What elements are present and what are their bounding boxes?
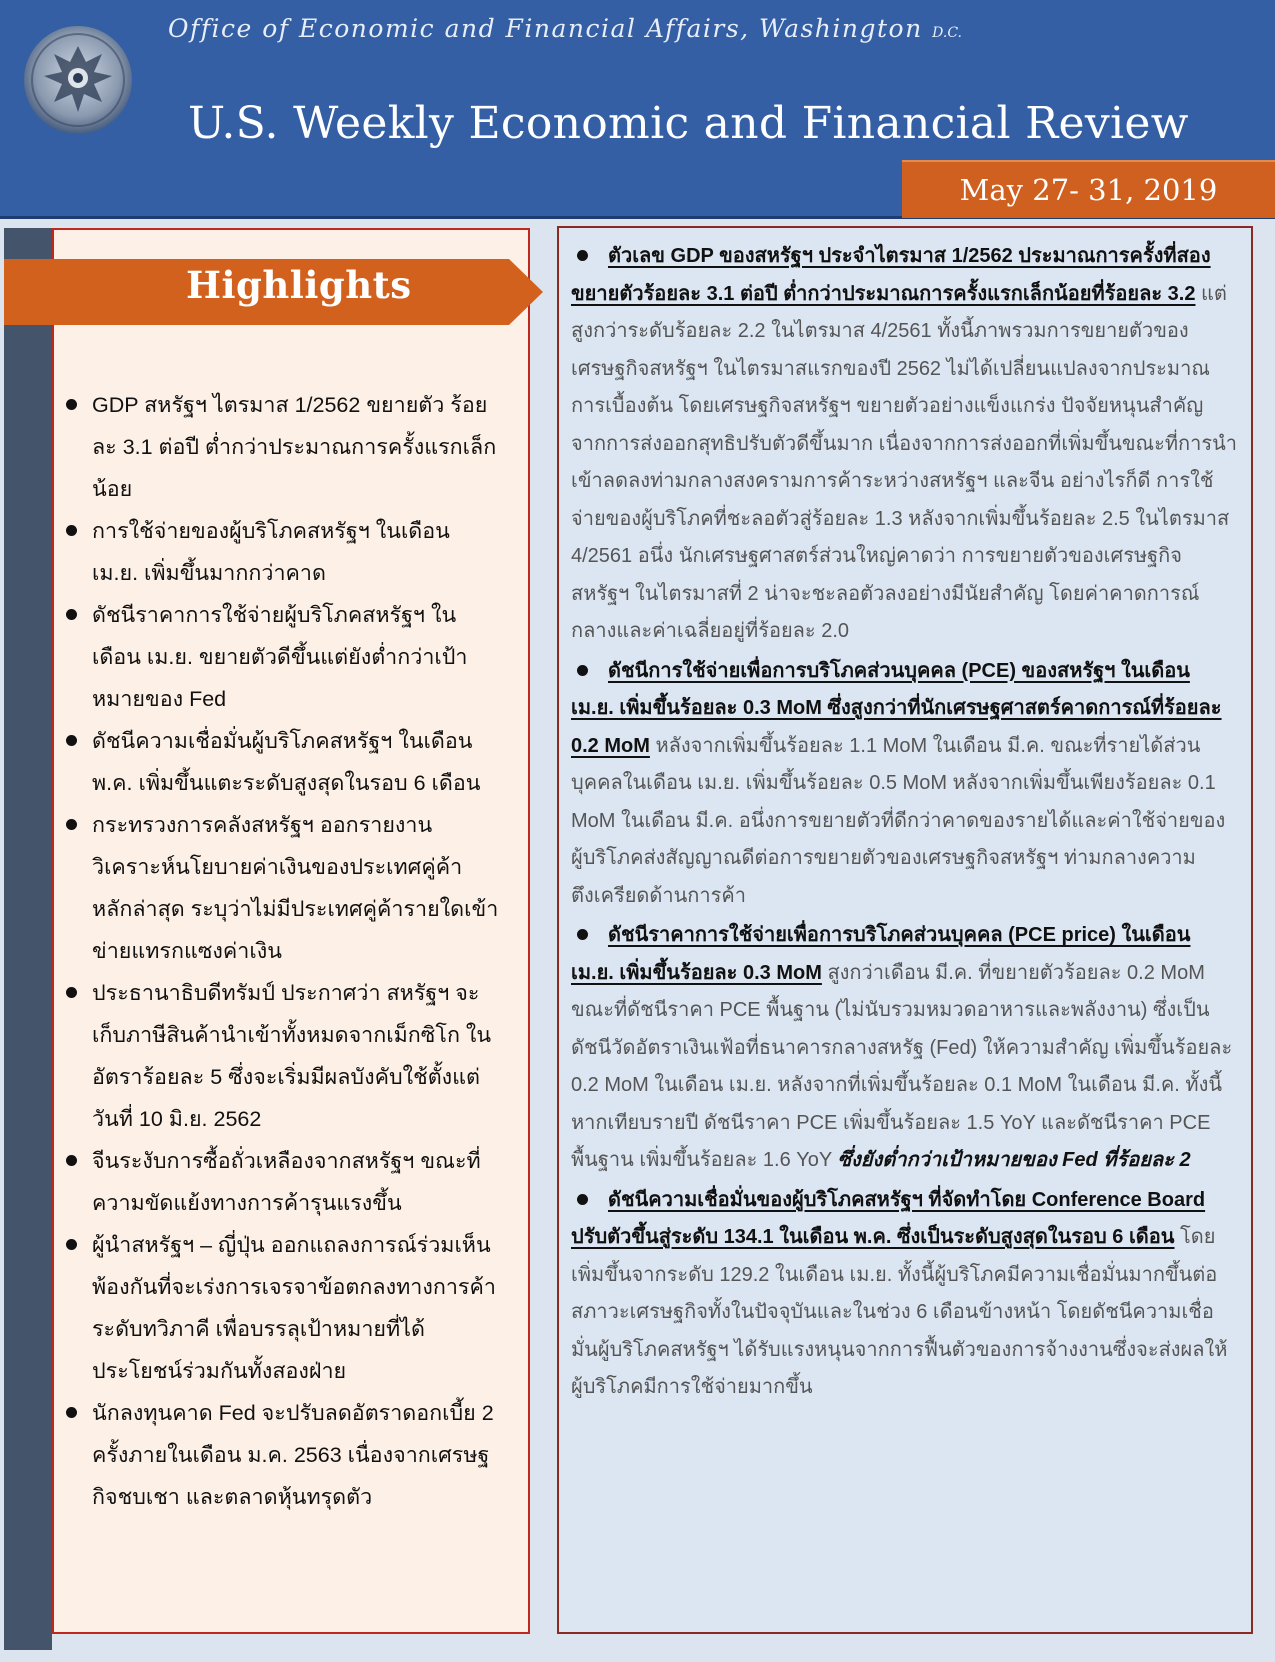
list-item: กระทรวงการคลังสหรัฐฯ ออกรายงานวิเคราะห์นโยบายค่าเงินของประเทศคู่ค้าหลักล่าสุด ระบุว่าไม่มีประเทศคู่ค้ารายใดเข้าข่ายแทรกแซงค่าเงิน	[60, 804, 500, 972]
detail-pce-price	[571, 917, 1237, 1180]
bullet-icon	[66, 1155, 77, 1166]
detail-body: โดยเพิ่มขึ้นจากระดับ 129.2 ในเดือน เม.ย. ทั้งนี้ผู้บริโภคมีความเชื่อมั่นมากขึ้นต่อสภาวะเศรษฐกิจทั้งในปัจจุบันและในช่วง 6 เดือนข้างหน้า โดยดัชนีความเชื่อมั่นผู้บริโภคสหรัฐฯ ได้รับแรงหนุนจากการฟื้นตัวของการจ้างงานซึ่งจะส่งผลให้ผู้บริโภคมีการใช้จ่ายมากขึ้น	[571, 1226, 1228, 1398]
garuda-seal-icon	[22, 24, 134, 136]
detail-lead: ดัชนีราคาการใช้จ่ายเพื่อการบริโภคส่วนบุคคล (PCE price) ในเดือน เม.ย. เพิ่มขึ้นร้อยละ 0.3 MoM	[571, 924, 1191, 984]
highlights-list	[60, 384, 500, 1518]
bullet-icon	[66, 609, 77, 620]
list-item: นักลงทุนคาด Fed จะปรับลดอัตราดอกเบี้ย 2 ครั้งภายในเดือน ม.ค. 2563 เนื่องจากเศรษฐกิจชบเชา และตลาดหุ้นทรุดตัว	[60, 1392, 500, 1518]
detail-emphasis: ซึ่งยังต่ำกว่าเป้าหมายของ Fed ที่ร้อยละ 2	[837, 1149, 1191, 1171]
list-item: ผู้นำสหรัฐฯ – ญี่ปุ่น ออกแถลงการณ์ร่วมเห็นพ้องกันที่จะเร่งการเจรจาข้อตกลงทางการค้าระดับทวิภาคี เพื่อบรรลุเป้าหมายที่ได้ประโยชน์ร่วมกันทั้งสองฝ่าย	[60, 1224, 500, 1392]
details-list	[559, 238, 1251, 1407]
bullet-icon	[577, 1194, 588, 1205]
list-item: GDP สหรัฐฯ ไตรมาส 1/2562 ขยายตัว ร้อยละ 3.1 ต่อปี ต่ำกว่าประมาณการครั้งแรกเล็กน้อย	[60, 384, 500, 510]
left-accent-stripe	[4, 228, 52, 1650]
bullet-icon	[66, 1407, 77, 1418]
office-suffix: D.C.	[932, 25, 962, 41]
list-item: ดัชนีความเชื่อมั่นผู้บริโภคสหรัฐฯ ในเดือน พ.ค. เพิ่มขึ้นแตะระดับสูงสุดในรอบ 6 เดือน	[60, 720, 500, 804]
header-banner	[0, 0, 1275, 219]
detail-lead: ดัชนีความเชื่อมั่นของผู้บริโภคสหรัฐฯ ที่จัดทำโดย Conference Board ปรับตัวขึ้นสู่ระดับ 134.1 ในเดือน พ.ค. ซึ่งเป็นระดับสูงสุดในรอบ 6 เดือน	[571, 1188, 1206, 1248]
detail-body: สูงกว่าเดือน มี.ค. ที่ขยายตัวร้อยละ 0.2 MoM ขณะที่ดัชนีราคา PCE พื้นฐาน (ไม่นับรวมหมวดอาหารและพลังงาน) ซึ่งเป็นดัชนีวัดอัตราเงินเฟ้อที่ธนาคารกลางสหรัฐ (Fed) ให้ความสำคัญ เพิ่มขึ้นร้อยละ 0.2 MoM ในเดือน เม.ย. หลังจากที่เพิ่มขึ้นร้อยละ 0.1 MoM ในเดือน มี.ค. ทั้งนี้หากเทียบรายปี ดัชนีราคา PCE เพิ่มขึ้นร้อยละ 1.5 YoY และดัชนีราคา PCE พื้นฐาน เพิ่มขึ้นร้อยละ 1.6 YoY	[571, 961, 1233, 1171]
bullet-icon	[66, 1239, 77, 1250]
list-item: จีนระงับการซื้อถั่วเหลืองจากสหรัฐฯ ขณะที่ความขัดแย้งทางการค้ารุนแรงขึ้น	[60, 1140, 500, 1224]
bullet-icon	[66, 735, 77, 746]
detail-consumer-confidence	[571, 1182, 1237, 1407]
detail-gdp	[571, 238, 1237, 651]
bullet-icon	[66, 525, 77, 536]
list-item: การใช้จ่ายของผู้บริโภคสหรัฐฯ ในเดือน เม.ย. เพิ่มขึ้นมากกว่าคาด	[60, 510, 500, 594]
bullet-icon	[66, 987, 77, 998]
detail-body: แต่สูงกว่าระดับร้อยละ 2.2 ในไตรมาส 4/2561 ทั้งนี้ภาพรวมการขยายตัวของเศรษฐกิจสหรัฐฯ ในไตรมาสแรกของปี 2562 ไม่ได้เปลี่ยนแปลงจากประมาณการเบื้องต้น โดยเศรษฐกิจสหรัฐฯ ขยายตัวอย่างแข็งแกร่ง ปัจจัยหนุนสำคัญจากการส่งออกสุทธิปรับตัวดีขึ้นมาก เนื่องจากการส่งออกที่เพิ่มขึ้นขณะที่การนำเข้าลดลงท่ามกลางสงครามการค้าระหว่างสหรัฐฯ และจีน อย่างไรก็ดี การใช้จ่ายของผู้บริโภคที่ชะลอตัวสู่ร้อยละ 1.3 หลังจากเพิ่มขึ้นร้อยละ 2.5 ในไตรมาส 4/2561 อนึ่ง นักเศรษฐศาสตร์ส่วนใหญ่คาดว่า การขยายตัวของเศรษฐกิจสหรัฐฯ ในไตรมาสที่ 2 น่าจะชะลอตัวลงอย่างมีนัยสำคัญ โดยค่าคาดการณ์กลางและค่าเฉลี่ยอยู่ที่ร้อยละ 2.0	[571, 282, 1238, 642]
page-title: U.S. Weekly Economic and Financial Review	[188, 98, 1189, 149]
detail-pce	[571, 653, 1237, 916]
bullet-icon	[577, 250, 588, 261]
detail-lead: ดัชนีการใช้จ่ายเพื่อการบริโภคส่วนบุคคล (PCE) ของสหรัฐฯ ในเดือน เม.ย. เพิ่มขึ้นร้อยละ 0.3 MoM ซึ่งสูงกว่าที่นักเศรษฐศาสตร์คาดการณ์ที่ร้อยละ 0.2 MoM	[571, 659, 1222, 757]
list-item: ดัชนีราคาการใช้จ่ายผู้บริโภคสหรัฐฯ ในเดือน เม.ย. ขยายตัวดีขึ้นแต่ยังต่ำกว่าเป้าหมายของ Fed	[60, 594, 500, 720]
bullet-icon	[66, 399, 77, 410]
bullet-icon	[577, 665, 588, 676]
list-item: ประธานาธิบดีทรัมป์ ประกาศว่า สหรัฐฯ จะเก็บภาษีสินค้านำเข้าทั้งหมดจากเม็กซิโก ในอัตราร้อยละ 5 ซึ่งจะเริ่มมีผลบังคับใช้ตั้งแต่วันที่ 10 มิ.ย. 2562	[60, 972, 500, 1140]
bullet-icon	[577, 929, 588, 940]
office-name: Office of Economic and Financial Affairs, Washington D.C.	[168, 14, 962, 43]
detail-body: หลังจากเพิ่มขึ้นร้อยละ 1.1 MoM ในเดือน มี.ค. ขณะที่รายได้ส่วนบุคคลในเดือน เม.ย. เพิ่มขึ้นร้อยละ 0.5 MoM หลังจากเพิ่มขึ้นเพียงร้อยละ 0.1 MoM ในเดือน มี.ค. อนึ่งการขยายตัวที่ดีกว่าคาดของรายได้และค่าใช้จ่ายของผู้บริโภคส่งสัญญาณดีต่อการขยายตัวของเศรษฐกิจสหรัฐฯ ท่ามกลางความตึงเครียดด้านการค้า	[571, 734, 1226, 907]
details-panel	[557, 226, 1253, 1634]
detail-lead: ตัวเลข GDP ของสหรัฐฯ ประจำไตรมาส 1/2562 ประมาณการครั้งที่สอง ขยายตัวร้อยละ 3.1 ต่อปี ต่ำกว่าประมาณการครั้งแรกเล็กน้อยที่ร้อยละ 3.2	[571, 245, 1211, 305]
bullet-icon	[66, 819, 77, 830]
highlights-heading: Highlights	[186, 263, 412, 307]
date-range-badge: May 27- 31, 2019	[902, 160, 1275, 218]
